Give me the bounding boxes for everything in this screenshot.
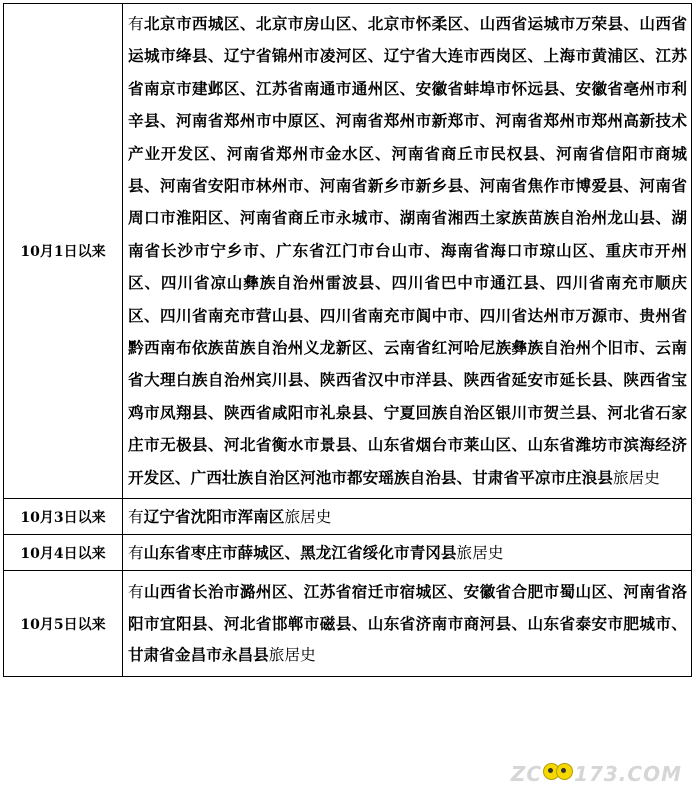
watermark-text-right: 173.COM: [574, 762, 682, 786]
regions-prefix: 有: [128, 15, 144, 33]
date-cell: 10月4日以来: [4, 535, 123, 571]
regions-prefix: 有: [128, 544, 144, 563]
regions-cell: [123, 535, 692, 571]
smiley-logo-icon: [543, 763, 573, 785]
regions-suffix: 旅居史: [284, 508, 332, 527]
date-cell: 10月1日以来: [4, 4, 123, 499]
table-row: [4, 535, 692, 571]
date-cell: 10月5日以来: [4, 571, 123, 677]
table-row: [4, 571, 692, 677]
regions-prefix: 有: [128, 583, 144, 602]
table-row: [4, 4, 692, 499]
regions-list: 山东省枣庄市薛城区、黑龙江省绥化市青冈县: [143, 543, 457, 563]
smiley-face-icon: [556, 763, 573, 780]
regions-list: 山西省长治市潞州区、江苏省宿迁市宿城区、安徽省合肥市蜀山区、河南省洛阳市宜阳县、河北省邯郸市磁县、山东省济南市商河县、山东省泰安市肥城市、甘肃省金昌市永昌县: [128, 582, 687, 665]
table-row: [4, 499, 692, 535]
regions-suffix: 旅居史: [456, 544, 504, 563]
regions-suffix: 旅居史: [612, 468, 660, 487]
regions-suffix: 旅居史: [268, 646, 316, 665]
travel-history-table: [3, 3, 692, 677]
watermark-text-left: ZC: [510, 762, 543, 786]
regions-cell: [123, 499, 692, 535]
regions-cell: [123, 571, 692, 677]
site-watermark: [511, 762, 682, 786]
regions-list: 北京市西城区、北京市房山区、北京市怀柔区、山西省运城市万荣县、山西省运城市绛县、辽宁省锦州市凌河区、辽宁省大连市西岗区、上海市黄浦区、江苏省南京市建邺区、江苏省南通市通州区、安徽省蚌埠市怀远县、安徽省亳州市利辛县、河南省郑州市中原区、河南省郑州市新郑市、河南省郑州市郑州高新技术产业开发区、河南省郑州市金水区、河南省商丘市民权县、河南省信阳市商城县、河南省安阳市林州市、河南省新乡市新乡县、河南省焦作市博爱县、河南省周口市淮阳区、河南省商丘市永城市、湖南省湘西土家族苗族自治州龙山县、湖南省长沙市宁乡市、广东省江门市台山市、海南省海口市琼山区、重庆市开州区、四川省凉山彝族自治州雷波县、四川省巴中市通江县、四川省南充市顺庆区、四川省南充市营山县、四川省南充市阆中市、四川省达州市万源市、贵州省黔西南布依族苗族自治州义龙新区、云南省红河哈尼族彝族自治州个旧市、云南省大理白族自治州宾川县、陕西省汉中市洋县、陕西省延安市延长县、陕西省宝鸡市凤翔县、陕西省咸阳市礼泉县、宁夏回族自治区银川市贺兰县、河北省石家庄市无极县、河北省衡水市景县、山东省烟台市莱山区、山东省潍坊市滨海经济开发区、广西壮族自治区河池市都安瑶族自治县、甘肃省平凉市庄浪县: [128, 14, 687, 487]
regions-cell: [123, 4, 692, 499]
regions-prefix: 有: [128, 508, 144, 527]
regions-list: 辽宁省沈阳市浑南区: [143, 507, 285, 527]
date-cell: 10月3日以来: [4, 499, 123, 535]
